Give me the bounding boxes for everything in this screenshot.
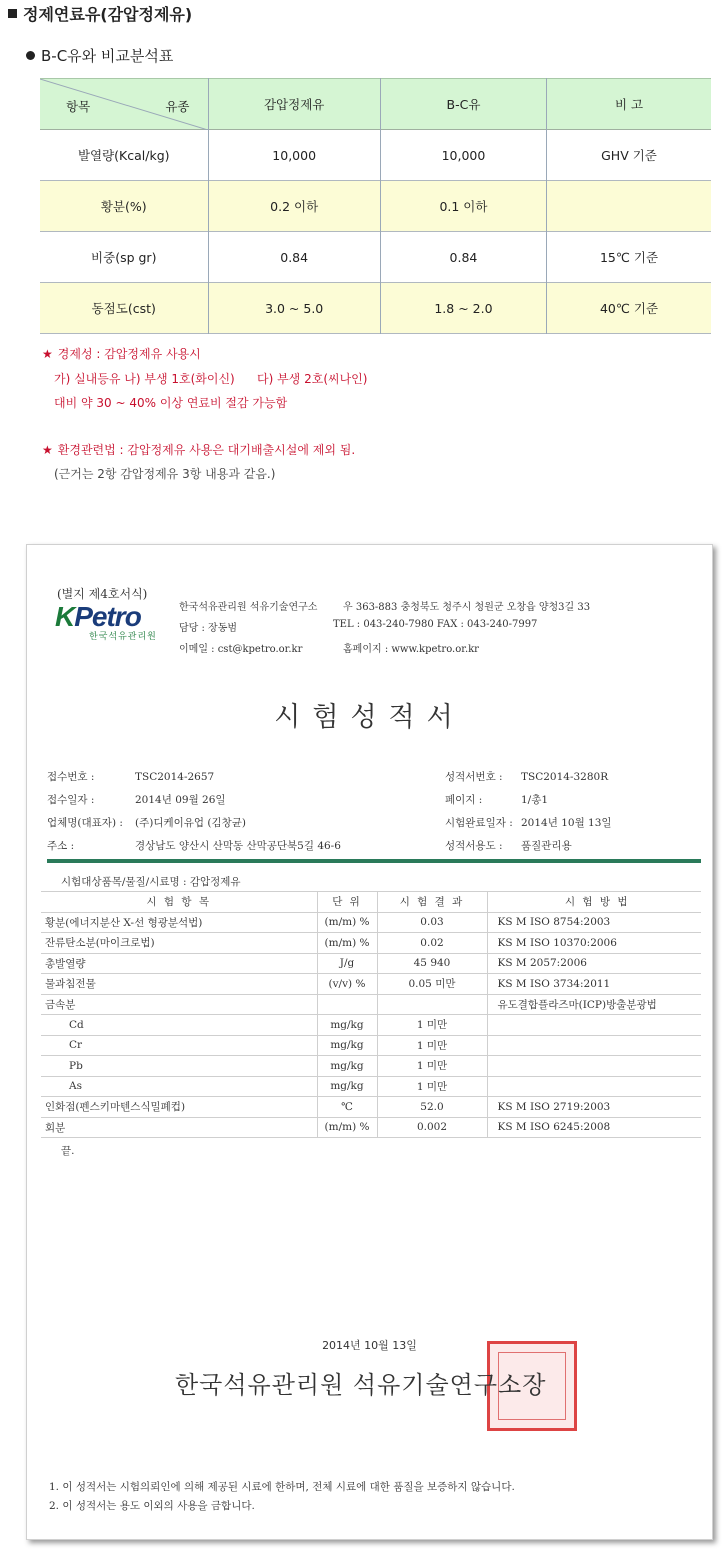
result-method: KS M 2057:2006 [487,953,701,974]
env-note [42,441,355,458]
meta-right-2: 시험완료일자 : 2014년 10월 13일 [445,817,612,829]
header-item: 시 험 항 목 [41,892,317,913]
row-note: 15℃ 기준 [599,250,659,265]
result-value: 0.03 [377,912,487,933]
result-value: 45 940 [377,953,487,974]
row-a: 0.2 이하 [208,181,380,232]
table-row [41,912,701,933]
result-unit: mg/kg [317,1015,377,1036]
row-item: 황분(%) [40,181,208,232]
meta-left-2: 업체명(대표자) : (주)디케이유업 (김창균) [47,817,247,829]
comparison-header-row [40,79,711,130]
table-row [40,130,711,181]
header-item: 항목 [66,99,91,114]
row-a: 0.84 [208,232,380,283]
meta-right-0: 성적서번호 : TSC2014-3280R [445,771,609,783]
table-row [40,232,711,283]
header-diagonal-cell [40,79,208,130]
result-value: 1 미만 [377,1015,487,1036]
org-name: 한국석유관리원 석유기술연구소 [179,602,318,613]
circle-bullet-icon [26,51,35,60]
row-b: 1.8 ~ 2.0 [380,283,546,334]
result-unit: mg/kg [317,1056,377,1077]
result-method: KS M ISO 2719:2003 [487,1097,701,1118]
result-unit: J/g [317,953,377,974]
economy-line1b: 다) 부생 2호(씨나인) [257,372,368,386]
logo-k: K [55,601,75,632]
footnote-1: 1. 이 성적서는 시험의뢰인에 의해 제공된 시료에 한하며, 전체 시료에 대한 품질을 보증하지 않습니다. [49,1481,515,1493]
table-row [41,1097,701,1118]
result-method [487,1076,701,1097]
result-item: 금속분 [41,994,317,1015]
result-unit: (v/v) % [317,974,377,995]
results-table [41,891,701,1138]
table-row [41,974,701,995]
section-title [8,2,192,25]
table-row [41,933,701,954]
logo-text: Petro [74,601,141,632]
comparison-table [40,78,711,334]
result-unit: mg/kg [317,1035,377,1056]
result-method: KS M ISO 10370:2006 [487,933,701,954]
header-method: 시 험 방 법 [487,892,701,913]
header-kind: 유종 [165,99,190,114]
row-a: 3.0 ~ 5.0 [208,283,380,334]
subheading-text: B-C유와 비교분석표 [41,47,174,65]
issue-date: 2014년 10월 13일 [322,1339,417,1352]
result-method: KS M ISO 6245:2008 [487,1117,701,1138]
header-result: 시 험 결 과 [377,892,487,913]
star-icon: ★ [42,347,53,361]
header-col-b: B-C유 [380,79,546,130]
table-row [41,1117,701,1138]
footnote-2: 2. 이 성적서는 용도 이외의 사용을 금합니다. [49,1500,255,1512]
result-item: 물과침전물 [41,974,317,995]
result-unit [317,994,377,1015]
org-address: 우 363-883 충청북도 청주시 청원군 오창읍 양청3길 33 [343,602,591,613]
result-method: KS M ISO 3734:2011 [487,974,701,995]
economy-text: 경제성 : 감압정제유 사용시 [57,347,201,361]
result-value: 1 미만 [377,1035,487,1056]
result-item: As [41,1076,317,1097]
signer: 한국석유관리원 석유기술연구소장 [175,1371,547,1399]
result-unit: (m/m) % [317,933,377,954]
test-certificate [26,544,713,1540]
result-item: 잔류탄소분(마이크로법) [41,933,317,954]
row-b: 0.84 [380,232,546,283]
form-number: (별지 제4호서식) [57,587,148,601]
table-row [41,953,701,974]
logo-sub: 한국석유관리원 [89,632,157,642]
header-unit: 단 위 [317,892,377,913]
result-item: 인화점(펜스키마텐스식밀폐컵) [41,1097,317,1118]
result-unit: mg/kg [317,1076,377,1097]
table-row [41,1015,701,1036]
meta-left-3: 주소 : 경상남도 양산시 산막동 산막공단북5길 46-6 [47,840,341,852]
end-mark: 끝. [61,1145,75,1157]
header-col-note: 비 고 [614,97,644,112]
sample-name: 시험대상품목/물질/시료명 : 감압정제유 [61,876,241,888]
result-value: 1 미만 [377,1056,487,1077]
row-a: 10,000 [208,130,380,181]
result-unit: (m/m) % [317,912,377,933]
meta-right-3: 성적서용도 : 품질관리용 [445,840,572,852]
result-item: Pb [41,1056,317,1077]
result-unit: ℃ [317,1097,377,1118]
kpetro-logo [55,601,157,642]
row-b: 10,000 [380,130,546,181]
table-row [41,1035,701,1056]
meta-right-1: 페이지 : 1/총1 [445,794,549,806]
divider-bar [47,859,701,863]
row-item: 비중(sp gr) [40,232,208,283]
env-line: (근거는 2항 감압정제유 3항 내용과 같음.) [54,467,276,481]
table-row [40,283,711,334]
square-bullet-icon [8,9,17,18]
header-col-a: 감압정제유 [208,79,380,130]
table-row [40,181,711,232]
org-homepage: 홈페이지 : www.kpetro.or.kr [343,644,479,655]
result-method: KS M ISO 8754:2003 [487,912,701,933]
certificate-title: 시험성적서 [274,702,465,733]
result-method [487,1015,701,1036]
table-row [41,1056,701,1077]
result-method: 유도결합플라즈마(ICP)방출분광법 [487,994,701,1015]
result-value: 52.0 [377,1097,487,1118]
economy-line2: 대비 약 30 ~ 40% 이상 연료비 절감 가능함 [54,396,288,410]
economy-line1: 가) 실내등유 나) 부생 1호(화이신) [54,372,235,386]
result-value: 0.02 [377,933,487,954]
org-email: 이메일 : cst@kpetro.or.kr [179,644,303,655]
meta-left-0: 접수번호 : TSC2014-2657 [47,771,215,783]
result-item: 회분 [41,1117,317,1138]
result-item: Cr [41,1035,317,1056]
table-row [41,994,701,1015]
result-value: 0.002 [377,1117,487,1138]
meta-left-1: 접수일자 : 2014년 09월 26일 [47,794,226,806]
result-method [487,1035,701,1056]
table-row [41,1076,701,1097]
result-item: 황분(에너지분산 X-선 형광분석법) [41,912,317,933]
row-item: 동점도(cst) [40,283,208,334]
row-item: 발열량(Kcal/kg) [40,130,208,181]
row-b: 0.1 이하 [380,181,546,232]
row-note: 40℃ 기준 [599,301,659,316]
org-tel: TEL : 043-240-7980 FAX : 043-240-7997 [333,619,538,630]
subsection-title [26,45,173,66]
result-item: Cd [41,1015,317,1036]
result-value: 1 미만 [377,1076,487,1097]
economy-note [42,345,201,362]
org-contact: 담당 : 장동범 [179,623,238,634]
env-text: 환경관련법 : 감압정제유 사용은 대기배출시설에 제외 됨. [57,443,356,457]
result-method [487,1056,701,1077]
result-value [377,994,487,1015]
result-value: 0.05 미만 [377,974,487,995]
row-note: GHV 기준 [601,148,657,163]
heading-text: 정제연료유(감압정제유) [23,5,193,24]
results-header-row [41,892,701,913]
result-item: 총발열량 [41,953,317,974]
result-unit: (m/m) % [317,1117,377,1138]
star-icon: ★ [42,443,53,457]
row-note [547,181,711,232]
